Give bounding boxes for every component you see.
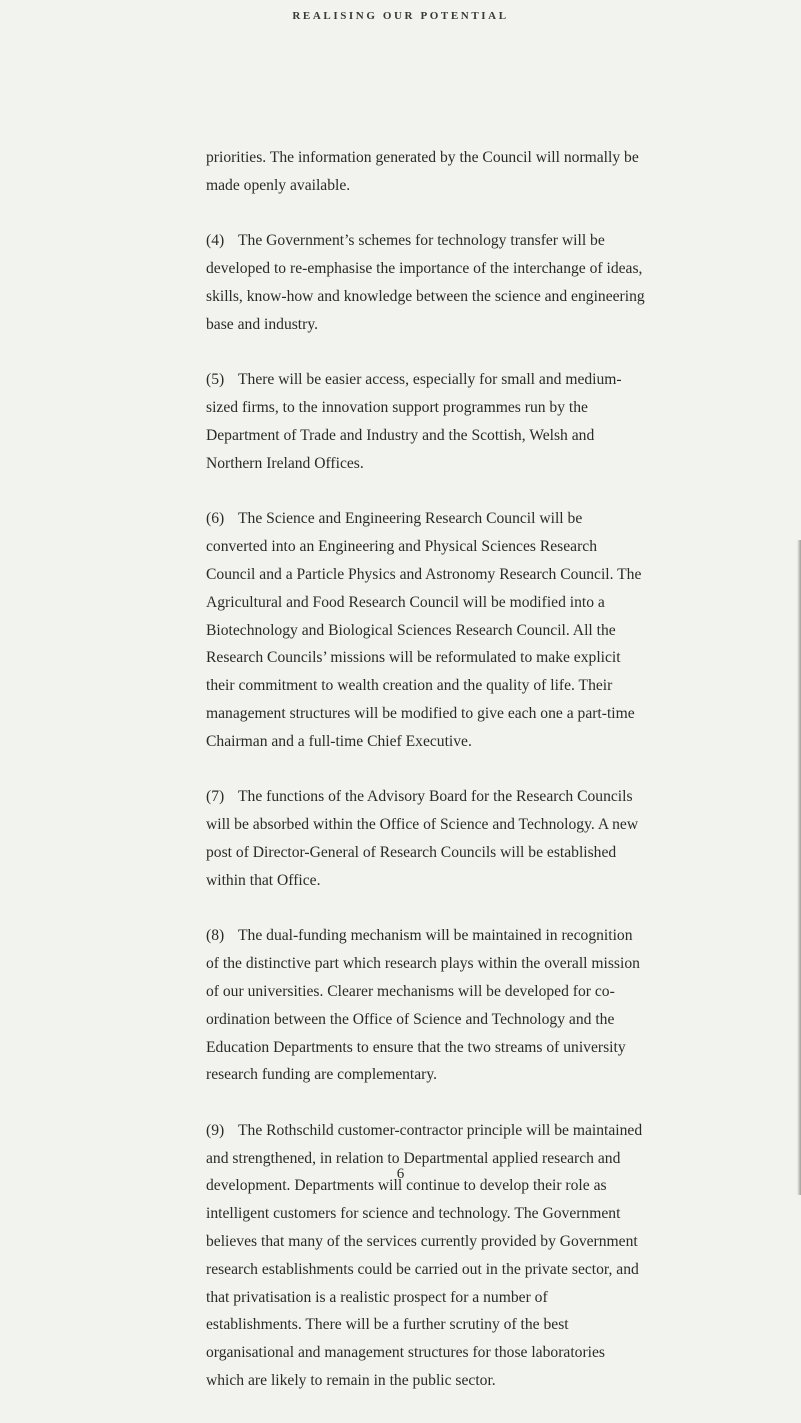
paragraph-7	[206, 783, 646, 894]
paragraph-text: The dual-funding mechanism will be maintained in recognition of the distinctive part which research plays within the overall mission of our universities. Clearer mechanisms will be developed for co-ordination between the Office of Science and Technology and the Education Departments to ensure that the two streams of university research funding are complementary.	[206, 927, 640, 1084]
paragraph-number: (6)	[206, 510, 225, 528]
paragraph-5	[206, 366, 646, 477]
paragraph-number: (8)	[206, 927, 225, 945]
page-edge-shadow	[797, 540, 801, 1195]
paragraph-6	[206, 505, 646, 755]
paragraph-number: (4)	[206, 232, 225, 250]
paragraph-9	[206, 1117, 646, 1395]
paragraph-text: The Rothschild customer-contractor principle will be maintained and strengthened, in relation to Departmental applied research and development. Departments will continue to develop their role as intelligent customers for science and technology. The Government believes that many of the services currently provided by Government research establishments could be carried out in the private sector, and that privatisation is a realistic prospect for a number of establishments. There will be a further scrutiny of the best organisational and management structures for those laboratories which are likely to remain in the public sector.	[206, 1121, 643, 1390]
running-header: REALISING OUR POTENTIAL	[292, 10, 509, 22]
paragraph-number: (7)	[206, 788, 225, 806]
paragraph-8	[206, 922, 646, 1089]
paragraph-text: The Science and Engineering Research Council will be converted into an Engineering and Physical Sciences Research Council and a Particle Physics and Astronomy Research Council. The Agricultural and Food Research Council will be modified into a Biotechnology and Biological Sciences Research Council. All the Research Councils’ missions will be reformulated to make explicit their commitment to wealth creation and the quality of life. Their management structures will be modified to give each one a part-time Chairman and a full-time Chief Executive.	[206, 510, 642, 750]
paragraph-4	[206, 227, 646, 338]
paragraph-text: The Government’s schemes for technology transfer will be developed to re-emphasise the importance of the interchange of ideas, skills, know-how and knowledge between the science and engineering base and industry.	[206, 232, 645, 333]
body-text	[206, 144, 646, 1423]
paragraph-text: priorities. The information generated by the Council will normally be made openly available.	[206, 149, 639, 194]
paragraph-continuation	[206, 144, 646, 200]
paragraph-text: There will be easier access, especially for small and medium-sized firms, to the innovation support programmes run by the Department of Trade and Industry and the Scottish, Welsh and Northern Ireland Offices.	[206, 371, 622, 472]
paragraph-text: The functions of the Advisory Board for the Research Councils will be absorbed within the Office of Science and Technology. A new post of Director-General of Research Councils will be established within that Office.	[206, 788, 639, 889]
paragraph-number: (9)	[206, 1121, 225, 1139]
page-number: 6	[396, 1166, 405, 1182]
paragraph-number: (5)	[206, 371, 225, 389]
